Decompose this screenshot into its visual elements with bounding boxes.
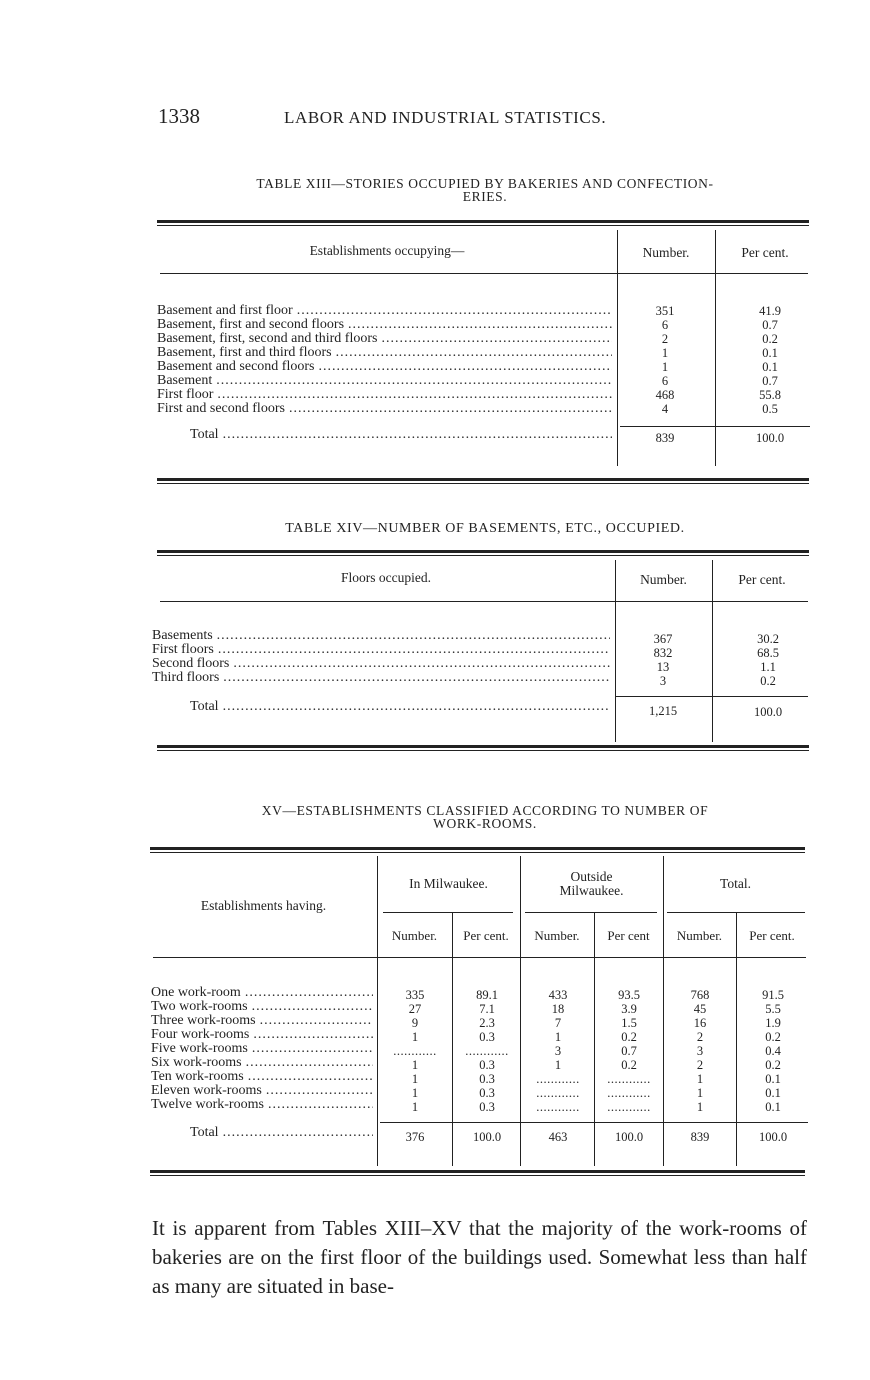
number-cell: 6 bbox=[661, 318, 669, 332]
table13-total-rule bbox=[620, 426, 810, 427]
table14-total-number: 1,215 bbox=[648, 704, 678, 718]
row-label: Twelve work-rooms bbox=[151, 1097, 264, 1112]
milwaukee-number-cell: 1 bbox=[411, 1058, 419, 1072]
row-label: Basement, first and second floors bbox=[157, 317, 345, 332]
row-label: Second floors bbox=[152, 656, 230, 671]
row-label: Basement and second floors bbox=[157, 359, 315, 374]
row-label: Eleven work-rooms bbox=[151, 1083, 262, 1098]
leader-dots bbox=[217, 388, 612, 402]
table14-percent-col bbox=[738, 632, 798, 688]
percent-cell: 0.5 bbox=[762, 402, 778, 416]
number-cell: 2 bbox=[661, 332, 669, 346]
total-percent-cell: 0.1 bbox=[765, 1086, 781, 1100]
milwaukee-percent-cell: 0.3 bbox=[479, 1058, 495, 1072]
table13-top-rule bbox=[157, 220, 809, 226]
table-row bbox=[151, 1056, 373, 1070]
row-label: Four work-rooms bbox=[151, 1027, 250, 1042]
percent-cell: 0.7 bbox=[762, 374, 778, 388]
table15-total-t-number: 839 bbox=[690, 1130, 710, 1144]
milwaukee-percent-cell bbox=[455, 1044, 519, 1058]
leader-dots bbox=[246, 1056, 373, 1070]
outside-number-cell: 433 bbox=[548, 988, 568, 1002]
leader-dots bbox=[297, 304, 612, 318]
table13-bottom-rule bbox=[157, 478, 809, 484]
milwaukee-percent-cell: 0.3 bbox=[479, 1100, 495, 1114]
row-label: Basement and first floor bbox=[157, 303, 293, 318]
table15-header-total: Total. bbox=[720, 876, 751, 891]
number-cell: 367 bbox=[653, 632, 673, 646]
row-label: Basement, first and third floors bbox=[157, 345, 332, 360]
table-row bbox=[151, 1000, 373, 1014]
total-percent-cell: 0.1 bbox=[765, 1072, 781, 1086]
table-row bbox=[157, 388, 612, 402]
table-row bbox=[152, 671, 610, 685]
table15-total-rule bbox=[380, 1122, 808, 1123]
table13-header-percent: Per cent. bbox=[741, 245, 789, 260]
table15-header-establishments: Establishments having. bbox=[200, 898, 327, 913]
number-cell: 1 bbox=[661, 346, 669, 360]
table14-labels bbox=[152, 629, 610, 685]
table13-total-row bbox=[190, 428, 612, 442]
leader-dots bbox=[318, 360, 612, 374]
total-number-cell: 1 bbox=[696, 1086, 704, 1100]
row-label: Ten work-rooms bbox=[151, 1069, 244, 1084]
row-label: One work-room bbox=[151, 985, 241, 1000]
row-label: First floor bbox=[157, 387, 214, 402]
outside-number-cell: 1 bbox=[554, 1058, 562, 1072]
milwaukee-percent-cell: 0.3 bbox=[479, 1072, 495, 1086]
leader-dots bbox=[260, 1014, 373, 1028]
table14-bottom-rule bbox=[157, 745, 809, 751]
leader-dots bbox=[289, 402, 612, 416]
row-label: Basement, first, second and third floors bbox=[157, 331, 378, 346]
table13-title-line2: ERIES. bbox=[462, 189, 508, 204]
leader-dots bbox=[268, 1098, 373, 1112]
table-row bbox=[157, 374, 612, 388]
total-percent-cell: 0.2 bbox=[765, 1058, 781, 1072]
table15-col-divider-2 bbox=[452, 913, 453, 1166]
outside-number-cell: 3 bbox=[554, 1044, 562, 1058]
table15-sub-m-percent: Per cent. bbox=[463, 928, 509, 943]
number-cell: 351 bbox=[655, 304, 675, 318]
milwaukee-percent-cell: 7.1 bbox=[479, 1002, 495, 1016]
total-percent-cell: 0.2 bbox=[765, 1030, 781, 1044]
table14-header-floors: Floors occupied. bbox=[341, 570, 431, 585]
table15-t-percent-col bbox=[740, 988, 806, 1114]
table-row bbox=[157, 318, 612, 332]
table15-bottom-rule bbox=[150, 1170, 805, 1176]
leader-dots bbox=[252, 1042, 373, 1056]
percent-cell: 68.5 bbox=[757, 646, 779, 660]
percent-cell: 0.7 bbox=[762, 318, 778, 332]
outside-number-cell: 1 bbox=[554, 1030, 562, 1044]
table13-header-establishments: Establishments occupying— bbox=[309, 243, 465, 258]
table-row bbox=[157, 360, 612, 374]
table15-col-divider-4 bbox=[594, 913, 595, 1166]
table15-col-divider-5 bbox=[663, 856, 664, 1166]
leader-dots bbox=[266, 1084, 373, 1098]
percent-cell: 41.9 bbox=[759, 304, 781, 318]
milwaukee-number-cell: 1 bbox=[411, 1100, 419, 1114]
table-row bbox=[151, 986, 373, 1000]
leader-dots bbox=[223, 671, 610, 685]
table-row bbox=[152, 629, 610, 643]
table15-o-percent-col bbox=[597, 988, 661, 1114]
leader-dots bbox=[248, 1070, 373, 1084]
leader-dots bbox=[218, 643, 610, 657]
body-paragraph: It is apparent from Tables XIII–XV that the majority of the work-rooms of bakeries are on the first floor of the buildings used. Somewhat less than half as many are situated in base- bbox=[152, 1216, 807, 1298]
percent-cell: 30.2 bbox=[757, 632, 779, 646]
table-row bbox=[157, 346, 612, 360]
table15-col-divider-3 bbox=[520, 856, 521, 1166]
table15-t-number-col bbox=[666, 988, 734, 1114]
table15-m-number-col bbox=[380, 988, 450, 1114]
table13-col-divider-1 bbox=[617, 230, 618, 466]
milwaukee-number-cell: 9 bbox=[411, 1016, 419, 1030]
page-number: 1338 bbox=[158, 104, 200, 128]
table15-total-row bbox=[190, 1126, 373, 1140]
table13-col-divider-2 bbox=[715, 230, 716, 466]
row-label: Three work-rooms bbox=[151, 1013, 256, 1028]
table13-number-col bbox=[640, 304, 690, 416]
table-row bbox=[151, 1070, 373, 1084]
table15-total-label: Total bbox=[190, 1125, 219, 1140]
number-cell: 13 bbox=[656, 660, 670, 674]
outside-percent-cell: 0.2 bbox=[621, 1030, 637, 1044]
row-label: Two work-rooms bbox=[151, 999, 248, 1014]
row-label: Five work-rooms bbox=[151, 1041, 248, 1056]
outside-percent-cell bbox=[597, 1100, 661, 1114]
total-number-cell: 3 bbox=[696, 1044, 704, 1058]
total-percent-cell: 0.1 bbox=[765, 1100, 781, 1114]
milwaukee-number-cell: 1 bbox=[411, 1086, 419, 1100]
total-number-cell: 2 bbox=[696, 1030, 704, 1044]
milwaukee-number-cell: 1 bbox=[411, 1030, 419, 1044]
table15-o-number-col bbox=[523, 988, 593, 1114]
milwaukee-number-cell: 335 bbox=[405, 988, 425, 1002]
table15-sub-m-number: Number. bbox=[391, 928, 438, 943]
outside-percent-cell: 0.7 bbox=[621, 1044, 637, 1058]
milwaukee-percent-cell: 89.1 bbox=[476, 988, 498, 1002]
table15-sub-t-percent: Per cent. bbox=[749, 928, 795, 943]
table15-title bbox=[150, 804, 820, 830]
table15-col-divider-1 bbox=[377, 856, 378, 1166]
outside-number-cell bbox=[523, 1100, 593, 1114]
total-number-cell: 16 bbox=[693, 1016, 707, 1030]
number-cell: 1 bbox=[661, 360, 669, 374]
outside-percent-cell: 3.9 bbox=[621, 1002, 637, 1016]
table13-percent-col bbox=[740, 304, 800, 416]
table15-total-o-percent: 100.0 bbox=[614, 1130, 644, 1144]
table15-total-m-number: 376 bbox=[405, 1130, 425, 1144]
row-label: Basements bbox=[152, 628, 213, 643]
leader-dots bbox=[253, 1028, 373, 1042]
table15-total-m-percent: 100.0 bbox=[472, 1130, 502, 1144]
table-row bbox=[157, 304, 612, 318]
row-label: First and second floors bbox=[157, 401, 285, 416]
table15-header-outside-line1: Outside bbox=[570, 869, 613, 884]
table15-group-rule-3 bbox=[667, 912, 805, 913]
table15-group-rule-2 bbox=[525, 912, 657, 913]
table14-number-col bbox=[638, 632, 688, 688]
percent-cell: 1.1 bbox=[760, 660, 776, 674]
table14-total-label: Total bbox=[190, 699, 219, 714]
table13-total-percent: 100.0 bbox=[755, 431, 785, 445]
milwaukee-number-cell bbox=[380, 1044, 450, 1058]
table15-title-line2: WORK-ROOMS. bbox=[433, 816, 537, 831]
percent-cell: 0.2 bbox=[760, 674, 776, 688]
table-row bbox=[151, 1084, 373, 1098]
table13-total-number: 839 bbox=[655, 431, 675, 445]
leader-dots bbox=[245, 986, 373, 1000]
table-row bbox=[151, 1028, 373, 1042]
outside-percent-cell: 1.5 bbox=[621, 1016, 637, 1030]
table-row bbox=[157, 332, 612, 346]
table15-header-rule bbox=[153, 957, 806, 958]
table15-total-o-number: 463 bbox=[548, 1130, 568, 1144]
total-number-cell: 1 bbox=[696, 1100, 704, 1114]
table13-title bbox=[150, 177, 820, 203]
running-head: LABOR AND INDUSTRIAL STATISTICS. bbox=[284, 108, 607, 127]
table-row bbox=[151, 1042, 373, 1056]
table15-title-line1: XV—ESTABLISHMENTS CLASSIFIED ACCORDING TO NUMBER OF bbox=[261, 803, 709, 818]
outside-percent-cell bbox=[597, 1086, 661, 1100]
table-row bbox=[152, 643, 610, 657]
milwaukee-number-cell: 1 bbox=[411, 1072, 419, 1086]
percent-cell: 0.1 bbox=[762, 360, 778, 374]
table14-top-rule bbox=[157, 550, 809, 556]
table15-sub-t-number: Number. bbox=[676, 928, 723, 943]
leader-dots bbox=[217, 629, 610, 643]
total-number-cell: 45 bbox=[693, 1002, 707, 1016]
outside-number-cell: 18 bbox=[551, 1002, 565, 1016]
percent-cell: 0.1 bbox=[762, 346, 778, 360]
table15-m-percent-col bbox=[455, 988, 519, 1114]
table14-header-number: Number. bbox=[640, 572, 687, 587]
number-cell: 468 bbox=[655, 388, 675, 402]
milwaukee-percent-cell: 0.3 bbox=[479, 1086, 495, 1100]
table14-header-rule bbox=[160, 601, 808, 602]
total-percent-cell: 1.9 bbox=[765, 1016, 781, 1030]
table15-top-rule bbox=[150, 847, 805, 853]
table15-header-milwaukee: In Milwaukee. bbox=[409, 876, 488, 891]
leader-dots bbox=[336, 346, 612, 360]
table13-total-label: Total bbox=[190, 427, 219, 442]
leader-dots bbox=[252, 1000, 373, 1014]
percent-cell: 0.2 bbox=[762, 332, 778, 346]
total-percent-cell: 91.5 bbox=[762, 988, 784, 1002]
table-row bbox=[151, 1098, 373, 1112]
number-cell: 3 bbox=[659, 674, 667, 688]
table15-header-outside bbox=[520, 870, 663, 898]
total-percent-cell: 5.5 bbox=[765, 1002, 781, 1016]
table15-col-divider-6 bbox=[736, 913, 737, 1166]
table14-title: TABLE XIV—NUMBER OF BASEMENTS, ETC., OCCUPIED. bbox=[285, 521, 685, 536]
total-number-cell: 1 bbox=[696, 1072, 704, 1086]
outside-number-cell bbox=[523, 1072, 593, 1086]
total-number-cell: 2 bbox=[696, 1058, 704, 1072]
table13-header-number: Number. bbox=[642, 245, 690, 260]
outside-number-cell bbox=[523, 1086, 593, 1100]
milwaukee-number-cell: 27 bbox=[408, 1002, 422, 1016]
leader-dots bbox=[233, 657, 610, 671]
table14-total-row bbox=[190, 700, 610, 714]
table15-header-outside-line2: Milwaukee. bbox=[559, 883, 624, 898]
percent-cell: 55.8 bbox=[759, 388, 781, 402]
table13-labels bbox=[157, 304, 612, 416]
number-cell: 4 bbox=[661, 402, 669, 416]
table15-sub-o-number: Number. bbox=[534, 928, 580, 943]
row-label: Basement bbox=[157, 373, 213, 388]
table15-total-t-percent: 100.0 bbox=[758, 1130, 788, 1144]
table14-total-percent: 100.0 bbox=[753, 705, 783, 719]
leader-dots bbox=[381, 332, 612, 346]
number-cell: 832 bbox=[653, 646, 673, 660]
table14-header-percent: Per cent. bbox=[738, 572, 786, 587]
outside-percent-cell: 0.2 bbox=[621, 1058, 637, 1072]
table15-sub-o-percent: Per cent bbox=[607, 928, 650, 943]
table15-labels bbox=[151, 986, 373, 1112]
table-row bbox=[151, 1014, 373, 1028]
table-row bbox=[152, 657, 610, 671]
total-number-cell: 768 bbox=[690, 988, 710, 1002]
row-label: Six work-rooms bbox=[151, 1055, 242, 1070]
leader-dots bbox=[216, 374, 612, 388]
milwaukee-percent-cell: 2.3 bbox=[479, 1016, 495, 1030]
milwaukee-percent-cell: 0.3 bbox=[479, 1030, 495, 1044]
leader-dots bbox=[348, 318, 612, 332]
table-row bbox=[157, 402, 612, 416]
number-cell: 6 bbox=[661, 374, 669, 388]
table15-group-rule-1 bbox=[383, 912, 513, 913]
row-label: Third floors bbox=[152, 670, 220, 685]
row-label: First floors bbox=[152, 642, 214, 657]
outside-number-cell: 7 bbox=[554, 1016, 562, 1030]
table13-header-rule bbox=[160, 273, 808, 274]
table14-total-rule bbox=[616, 696, 808, 697]
outside-percent-cell bbox=[597, 1072, 661, 1086]
total-percent-cell: 0.4 bbox=[765, 1044, 781, 1058]
outside-percent-cell: 93.5 bbox=[618, 988, 640, 1002]
table13-title-line1: TABLE XIII—STORIES OCCUPIED BY BAKERIES AND CONFECTION- bbox=[256, 176, 714, 191]
